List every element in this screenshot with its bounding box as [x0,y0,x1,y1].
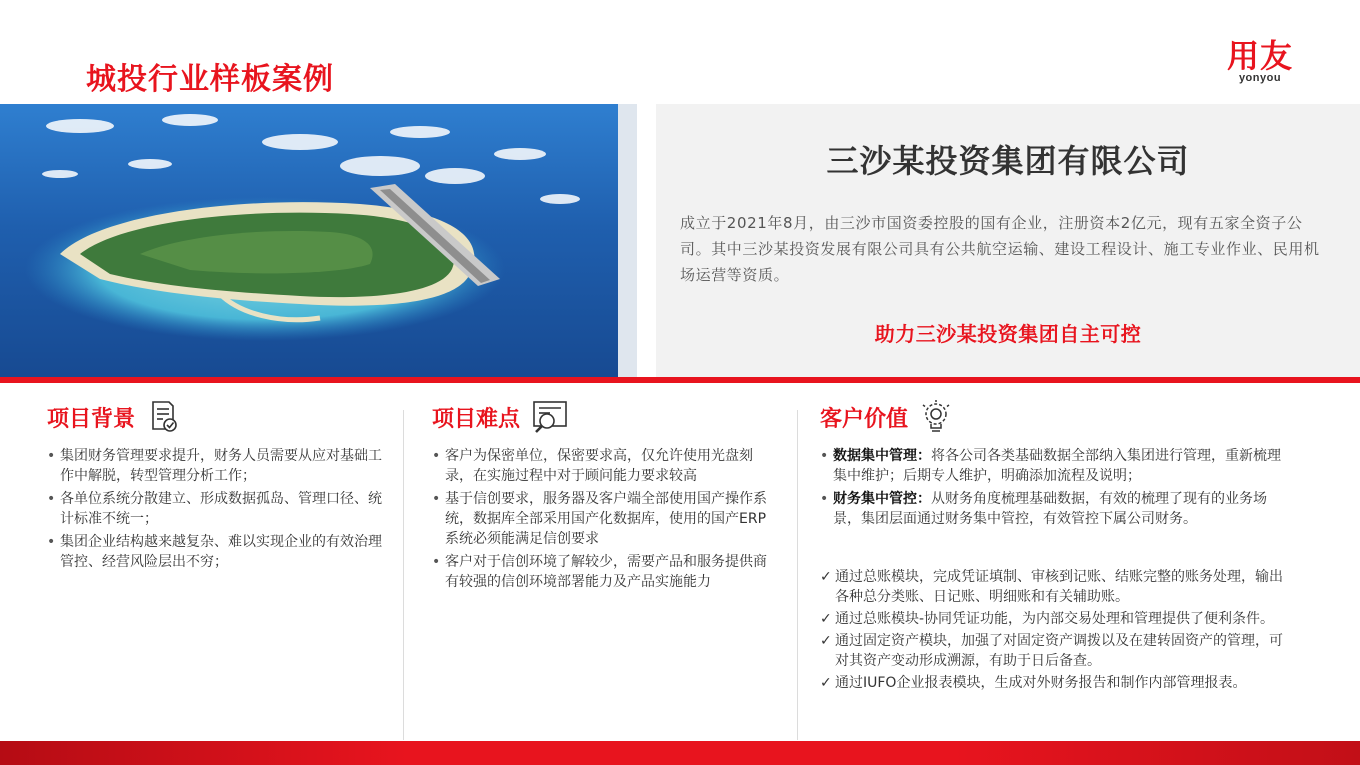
check-text: 通过固定资产模块，加强了对固定资产调拨以及在建转固资产的管理，可对其资产变动形成溯源，有助于日后备查。 [835,633,1283,669]
document-check-icon [145,399,181,435]
check-icon: ✓ [820,611,832,627]
value-checklist [820,567,1286,693]
check-text: 通过总账模块，完成凭证填制、审核到记账、结账完整的账务处理，输出各种总分类账、日记账、明细账和有关辅助账。 [835,569,1283,605]
check-item [820,609,1286,629]
value-term: 数据集中管理： [833,448,931,464]
background-title: 项目背景 [47,406,136,432]
value-text: 从财务角度梳理基础数据，有效的梳理了现有的业务场景，集团层面通过财务集中管控，有效管控下属公司财务。 [833,491,1267,527]
yonyou-logo [1220,38,1300,84]
check-item [820,567,1286,607]
check-icon: ✓ [820,675,832,691]
company-slogan: 助力三沙某投资集团自主可控 [874,322,1142,346]
background-list [47,446,392,572]
value-list [820,446,1286,529]
company-description: 成立于2021年8月，由三沙市国资委控股的国有企业，注册资本2亿元，现有五家全资子公司。其中三沙某投资发展有限公司具有公共航空运输、建设工程设计、施工专业作业、民用机场运营等资质。 [680,214,1320,284]
company-name: 三沙某投资集团有限公司 [826,142,1190,180]
list-item [820,489,1286,529]
value-title: 客户价值 [820,406,909,432]
background-header [47,398,392,436]
list-item: • 各单位系统分散建立、形成数据孤岛、管理口径、统计标准不统一； [47,489,392,529]
check-item [820,673,1286,693]
company-info-panel [656,104,1360,377]
difficulties-section [432,398,768,595]
background-section [47,398,392,575]
check-item [820,631,1286,671]
check-text: 通过IUFO企业报表模块，生成对外财务报告和制作内部管理报表。 [835,675,1247,691]
value-section [820,398,1286,695]
difficulties-title: 项目难点 [432,406,521,432]
page-title: 城投行业样板案例 [86,62,334,97]
red-divider-bar [0,377,1360,383]
list-item: • 基于信创要求，服务器及客户端全部使用国产操作系统，数据库全部采用国产化数据库，使用的国产ERP系统必须能满足信创要求 [432,489,768,549]
value-header [820,398,1286,436]
difficulties-list [432,446,768,592]
list-item: • 集团企业结构越来越复杂、难以实现企业的有效治理管控、经营风险层出不穷； [47,532,392,572]
list-item [820,446,1286,486]
bottom-red-bar [0,741,1360,765]
list-item: • 客户为保密单位，保密要求高，仅允许使用光盘刻录，在实施过程中对于顾问能力要求较高 [432,446,768,486]
difficulties-header [432,398,768,436]
list-item: • 客户对于信创环境了解较少，需要产品和服务提供商有较强的信创环境部署能力及产品实施能力 [432,552,768,592]
list-item: • 集团财务管理要求提升，财务人员需要从应对基础工作中解脱，转型管理分析工作； [47,446,392,486]
logo-text-en: yonyou [1238,72,1282,84]
check-icon: ✓ [820,569,832,585]
lightbulb-gear-icon [918,399,954,435]
column-divider [403,410,404,740]
value-term: 财务集中管控： [833,491,931,507]
search-document-icon [530,399,566,435]
value-text: 将各公司各类基础数据全部纳入集团进行管理，重新梳理集中维护；后期专人维护，明确添加流程及说明； [833,448,1281,484]
island-aerial-photo [0,104,637,377]
check-text: 通过总账模块-协同凭证功能，为内部交易处理和管理提供了便利条件。 [835,611,1275,627]
check-icon: ✓ [820,633,832,649]
column-divider [797,410,798,740]
logo-text-cn: 用友 [1226,37,1293,75]
